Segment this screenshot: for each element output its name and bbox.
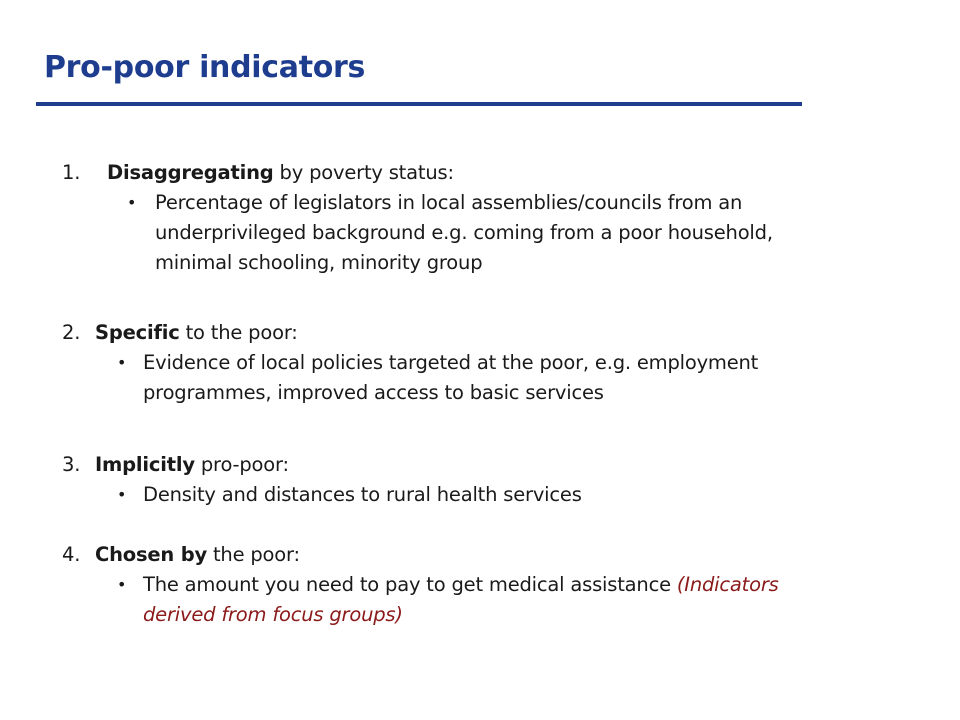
title-underline — [36, 102, 802, 106]
item-heading-rest: to the poor: — [179, 321, 298, 344]
item-keyword: Specific — [95, 321, 180, 344]
item-number: 4. — [62, 543, 81, 566]
item-keyword: Implicitly — [95, 453, 195, 476]
item-heading — [95, 318, 298, 348]
item-heading-rest: the poor: — [206, 543, 300, 566]
bullet-line: Percentage of legislators in local assemblies/councils from an — [155, 191, 743, 214]
bullet-line: underprivileged background e.g. coming from a poor household, — [155, 221, 773, 244]
item-heading — [95, 540, 300, 570]
item-keyword: Disaggregating — [107, 161, 274, 184]
item-keyword: Chosen by — [95, 543, 207, 566]
bullet-icon: • — [117, 485, 127, 504]
bullet-line: minimal schooling, minority group — [155, 251, 483, 274]
item-heading-rest: pro-poor: — [194, 453, 289, 476]
source-note: (Indicators — [676, 573, 779, 596]
source-note: derived from focus groups) — [143, 603, 403, 626]
bullet-icon: • — [117, 575, 127, 594]
item-heading — [107, 158, 454, 188]
item-heading-rest: by poverty status: — [273, 161, 454, 184]
item-number: 2. — [62, 321, 81, 344]
item-number: 1. — [62, 161, 81, 184]
bullet-icon: • — [127, 193, 137, 212]
bullet-line: Density and distances to rural health services — [143, 483, 582, 506]
bullet-icon: • — [117, 353, 127, 372]
slide-title: Pro-poor indicators — [44, 50, 366, 85]
item-heading — [95, 450, 289, 480]
bullet-line-main: The amount you need to pay to get medical assistance — [143, 573, 677, 596]
bullet-line: Evidence of local policies targeted at the poor, e.g. employment — [143, 351, 759, 374]
bullet-line — [143, 570, 779, 600]
bullet-line: programmes, improved access to basic services — [143, 381, 604, 404]
item-number: 3. — [62, 453, 81, 476]
